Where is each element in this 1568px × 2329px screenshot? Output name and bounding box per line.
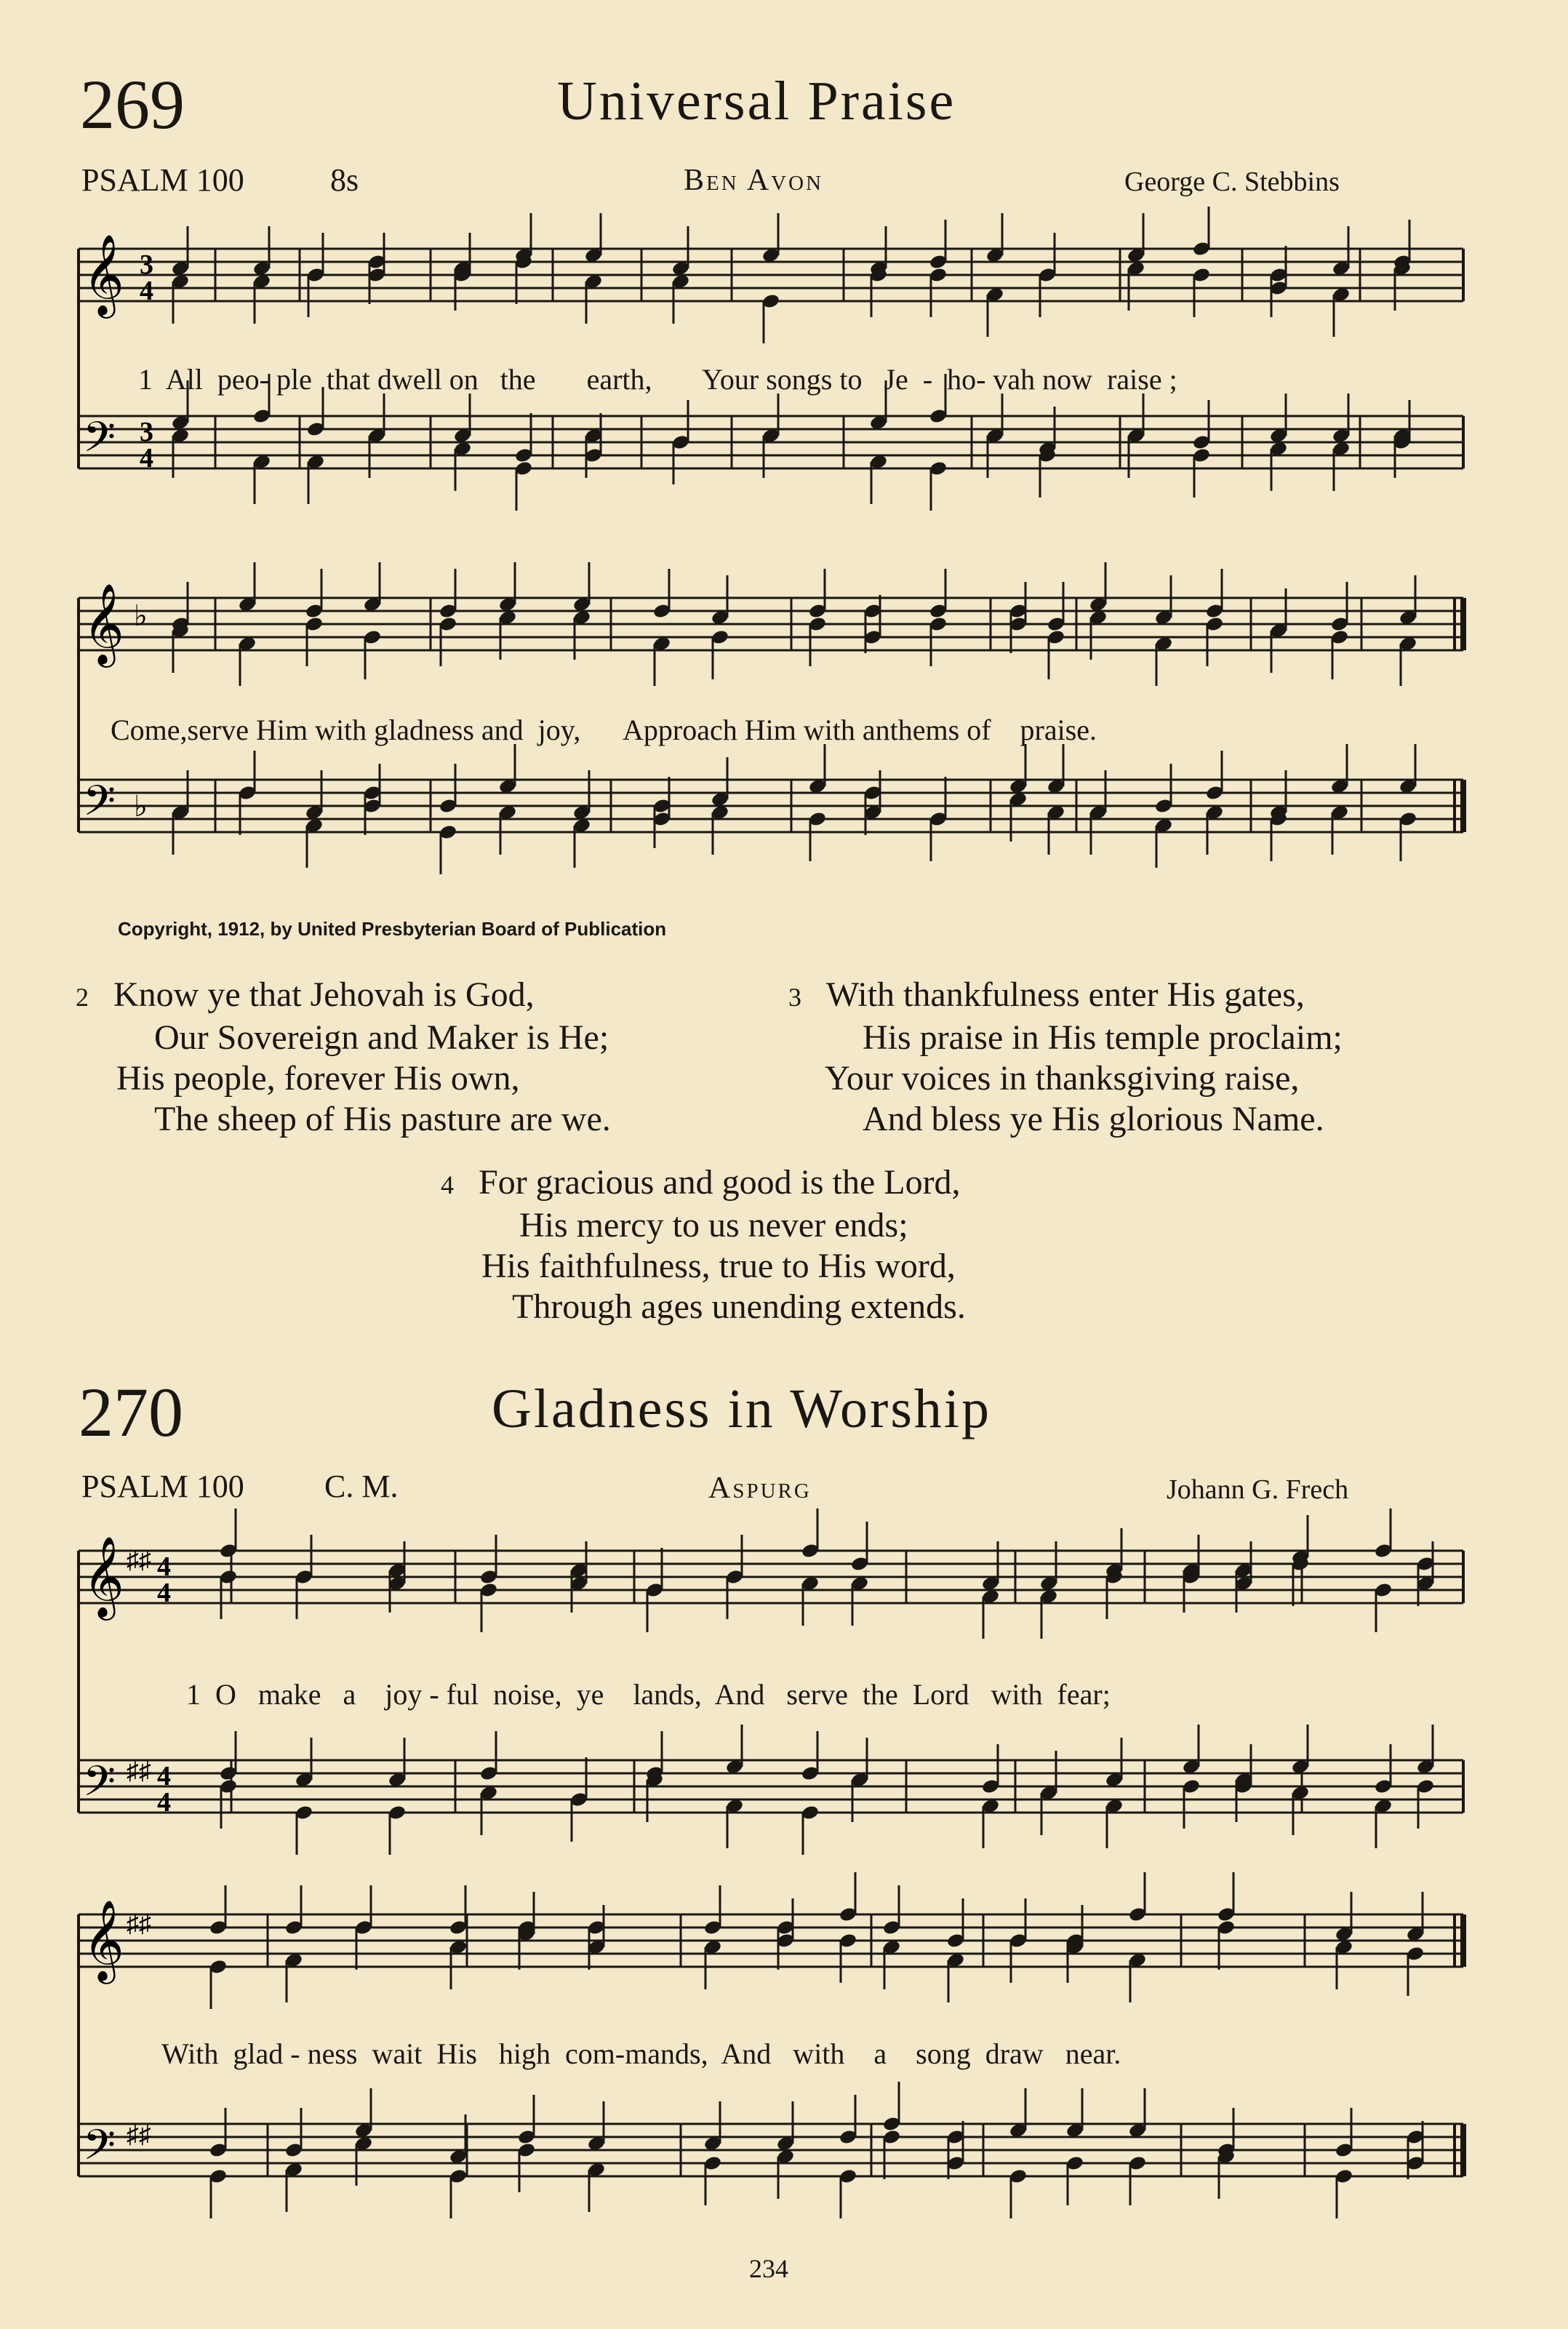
composer-name: George C. Stebbins xyxy=(1124,167,1340,197)
bass-clef-icon: 𝄢 xyxy=(83,2120,116,2180)
verse-number: 3 xyxy=(788,983,801,1012)
meter-code: C. M. xyxy=(324,1469,399,1504)
tune-name: Aspurg xyxy=(708,1471,812,1505)
treble-clef-icon: 𝄞 xyxy=(83,583,124,664)
bass-clef-icon: 𝄢 xyxy=(83,1757,116,1816)
lyric-line-270-2: With glad - ness wait His high com-mands, And with a song draw near. xyxy=(161,2037,1121,2070)
hymn-number: 270 xyxy=(79,1373,183,1451)
psalm-label: PSALM 100 xyxy=(81,1469,244,1504)
sharp-key-icon-bass: ♯♯ xyxy=(127,2122,151,2149)
verse-line: For gracious and good is the Lord, xyxy=(479,1163,961,1202)
verse-2 xyxy=(76,975,611,1140)
flat-key-icon: ♭ xyxy=(134,599,148,632)
time-signature-bass-lower: 4 xyxy=(140,443,153,474)
verse-line: Our Sovereign and Maker is He; xyxy=(154,1018,609,1057)
lyric-line-269-2: Come,serve Him with gladness and joy, Approach Him with anthems of praise. xyxy=(111,714,1097,746)
verse-line: With thankfulness enter His gates, xyxy=(826,975,1305,1014)
verse-line: The sheep of His pasture are we. xyxy=(154,1100,611,1138)
verse-3 xyxy=(788,975,1343,1140)
verse-line: His people, forever His own, xyxy=(116,1059,520,1098)
time-signature-lower: 4 xyxy=(157,1578,171,1608)
treble-clef-icon: 𝄞 xyxy=(83,1899,124,1981)
time-signature-lower: 4 xyxy=(140,276,153,306)
time-signature-bass: 3 xyxy=(140,417,153,447)
hymn-title: Gladness in Worship xyxy=(492,1378,992,1439)
lyric-line-269-1: 1 All peo- ple that dwell on the earth, Your songs to Je - ho- vah now raise ; xyxy=(138,363,1177,396)
time-signature: 4 xyxy=(157,1551,171,1582)
verse-line: His praise in His temple proclaim; xyxy=(863,1018,1343,1057)
verse-line: Your voices in thanksgiving raise, xyxy=(825,1059,1300,1098)
sharp-key-icon: ♯♯ xyxy=(127,1911,151,1938)
lyric-line-270-1: 1 O make a joy - ful noise, ye lands, And serve the Lord with fear; xyxy=(186,1678,1111,1711)
time-signature-bass-lower: 4 xyxy=(157,1787,171,1818)
time-signature: 3 xyxy=(140,249,153,280)
verse-line: Through ages unending extends. xyxy=(512,1287,966,1326)
treble-clef-icon: 𝄞 xyxy=(83,1535,124,1617)
verse-line: His mercy to us never ends; xyxy=(519,1206,908,1245)
verse-4 xyxy=(441,1162,966,1327)
copyright-notice: Copyright, 1912, by United Presbyterian Board of Publication xyxy=(118,918,667,940)
notes-269-1 xyxy=(171,207,1412,511)
bass-clef-icon: 𝄢 xyxy=(83,412,116,472)
sharp-key-icon: ♯♯ xyxy=(127,1547,151,1574)
bass-clef-icon: 𝄢 xyxy=(83,776,116,836)
verse-line: And bless ye His glorious Name. xyxy=(863,1100,1324,1138)
verse-number: 4 xyxy=(441,1170,454,1199)
flat-key-icon-bass: ♭ xyxy=(134,790,148,823)
tune-name: Ben Avon xyxy=(684,164,824,197)
sharp-key-icon-bass: ♯♯ xyxy=(127,1758,151,1785)
composer-name: Johann G. Frech xyxy=(1167,1474,1349,1505)
page-number: 234 xyxy=(749,2254,788,2283)
verse-number: 2 xyxy=(76,983,89,1012)
time-signature-bass: 4 xyxy=(157,1761,171,1791)
hymn-number: 269 xyxy=(80,65,185,143)
hymn-title: Universal Praise xyxy=(557,71,956,132)
psalm-label: PSALM 100 xyxy=(81,162,244,198)
barlines-269-1 xyxy=(215,249,1360,468)
verse-line: Know ye that Jehovah is God, xyxy=(113,975,535,1014)
meter-code: 8s xyxy=(330,162,359,198)
treble-clef-icon: 𝄞 xyxy=(83,233,124,315)
verse-line: His faithfulness, true to His word, xyxy=(481,1247,956,1285)
